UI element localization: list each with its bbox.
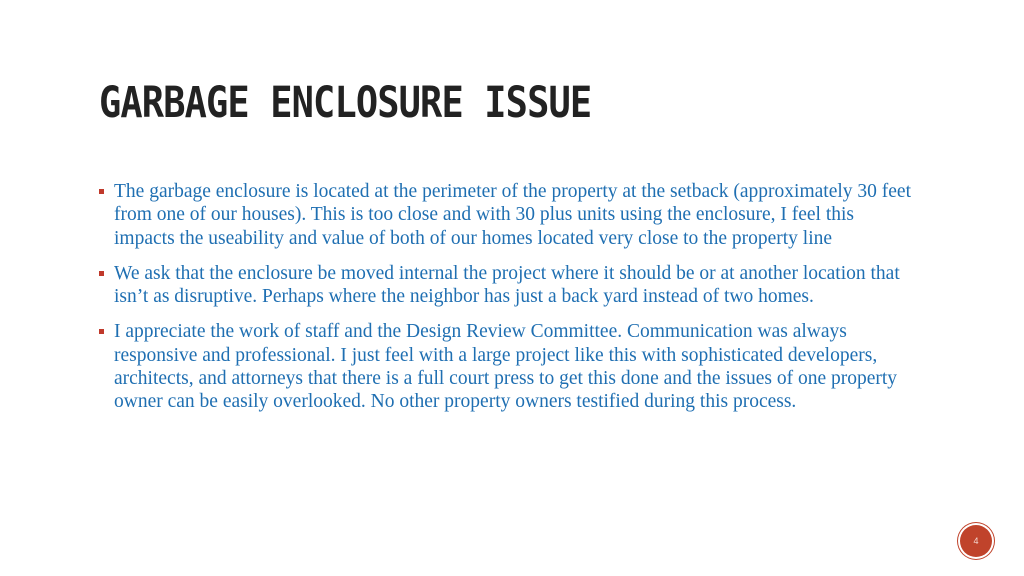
bullet-item — [99, 320, 919, 413]
bullet-text: We ask that the enclosure be moved internal the project where it should be or at another location that isn’t as disruptive. Perhaps where the neighbor has just a back yard instead of two homes. — [114, 262, 900, 308]
slide-number-badge: 4 — [958, 523, 994, 559]
square-bullet-icon — [99, 271, 104, 276]
bullet-text: The garbage enclosure is located at the perimeter of the property at the setback (approximately 30 feet from one of our houses). This is too close and with 30 plus units using the enclosure, I feel this impacts the useability and value of both of our homes located very close to the property line — [114, 181, 911, 249]
bullet-list — [99, 180, 919, 426]
square-bullet-icon — [99, 189, 104, 194]
square-bullet-icon — [99, 329, 104, 334]
bullet-item — [99, 262, 919, 309]
slide-title: GARBAGE ENCLOSURE ISSUE — [99, 78, 592, 128]
bullet-item — [99, 180, 919, 250]
bullet-text: I appreciate the work of staff and the Design Review Committee. Communication was always responsive and professional. I just feel with a large project like this with sophisticated developers, architects, and attorneys that there is a full court press to get this done and the issues of one property owner can be easily overlooked. No other property owners testified during this process. — [114, 321, 898, 413]
